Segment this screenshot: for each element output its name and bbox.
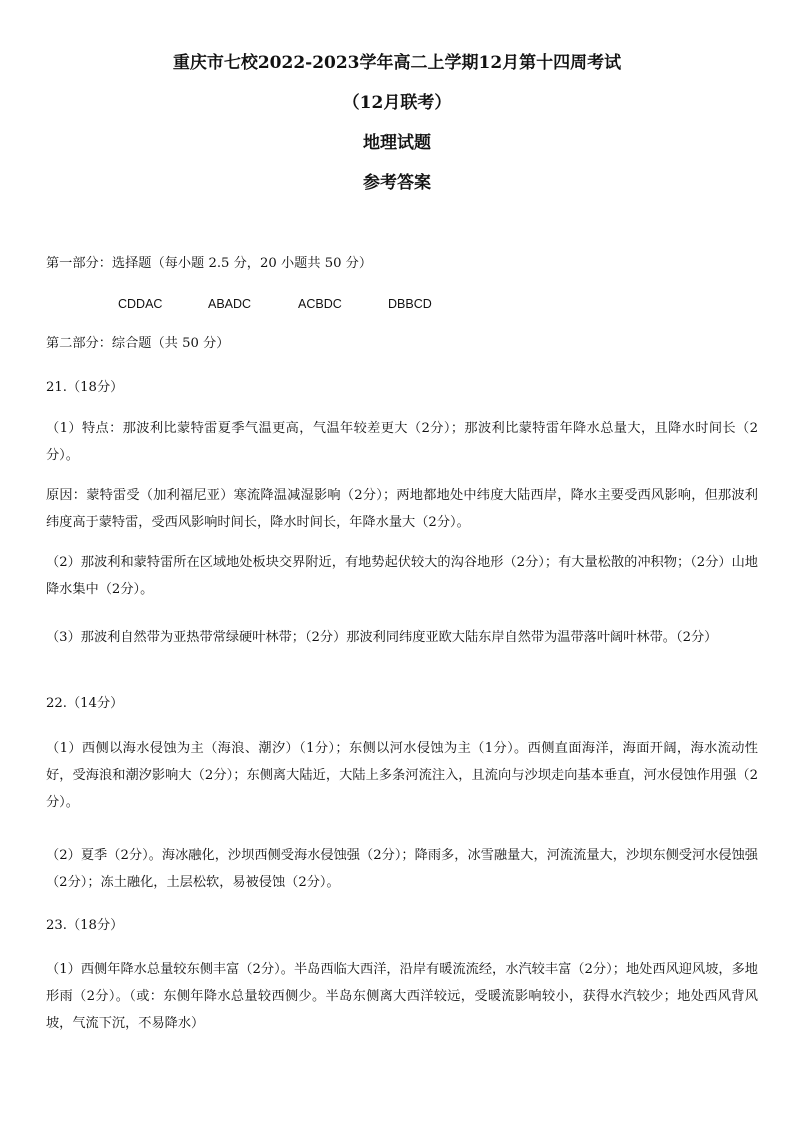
choice-answers xyxy=(118,292,478,316)
answer-group: ABADC xyxy=(208,297,252,311)
q23-heading: 23.（18分） xyxy=(46,918,124,933)
q22-answer-2: （2）夏季（2分）。海冰融化，沙坝西侧受海水侵蚀强（2分）；降雨多，冰雪融量大，河流流量大，沙坝东侧受河水侵蚀强（2分）；冻土融化，土层松软，易被侵蚀（2分）。 xyxy=(46,848,758,890)
subject-title: 地理试题 xyxy=(363,133,431,153)
q21-answer-2: （2）那波利和蒙特雷所在区域地处板块交界附近，有地势起伏较大的沟谷地形（2分）；有大量松散的冲积物；（2分）山地降水集中（2分）。 xyxy=(46,555,758,597)
q22-answer-1: （1）西侧以海水侵蚀为主（海浪、潮汐）（1分）；东侧以河水侵蚀为主（1分）。西侧直面海洋，海面开阔，海水流动性好，受海浪和潮汐影响大（2分）；东侧离大陆近，大陆上多条河流注入，且流向与沙坝走向基本垂直，河水侵蚀作用强（2分）。 xyxy=(46,741,758,810)
q21-answer-3: （3）那波利自然带为亚热带常绿硬叶林带；（2分）那波利同纬度亚欧大陆东岸自然带为温带落叶阔叶林带。（2分） xyxy=(46,630,718,645)
answer-group: ACBDC xyxy=(298,297,342,311)
document-subtitle: （12月联考） xyxy=(342,93,452,113)
answer-key-title: 参考答案 xyxy=(363,173,431,193)
answer-group: CDDAC xyxy=(118,297,163,311)
q21-answer-reason: 原因：蒙特雷受（加利福尼亚）寒流降温减湿影响（2分）；两地都地处中纬度大陆西岸，降水主要受西风影响，但那波利纬度高于蒙特雷，受西风影响时间长，降水时间长，年降水量大（2分）。 xyxy=(46,488,758,530)
q23-answer-1: （1）西侧年降水总量较东侧丰富（2分）。半岛西临大西洋，沿岸有暖流流经，水汽较丰富（2分）；地处西风迎风坡，多地形雨（2分）。（或：东侧年降水总量较西侧少。半岛东侧离大西洋较远，受暖流影响较小，获得水汽较少；地处西风背风坡，气流下沉，不易降水） xyxy=(46,962,758,1031)
answer-group: DBBCD xyxy=(388,297,432,311)
q22-heading: 22.（14分） xyxy=(46,696,124,711)
q21-heading: 21.（18分） xyxy=(46,380,124,395)
document-title: 重庆市七校2022-2023学年高二上学期12月第十四周考试 xyxy=(172,53,622,73)
part1-heading: 第一部分：选择题（每小题 2.5 分，20 小题共 50 分） xyxy=(46,256,373,271)
part2-heading: 第二部分：综合题（共 50 分） xyxy=(46,336,230,351)
q21-answer-1: （1）特点：那波利比蒙特雷夏季气温更高，气温年较差更大（2分）；那波利比蒙特雷年降水总量大，且降水时间长（2分）。 xyxy=(46,421,758,463)
